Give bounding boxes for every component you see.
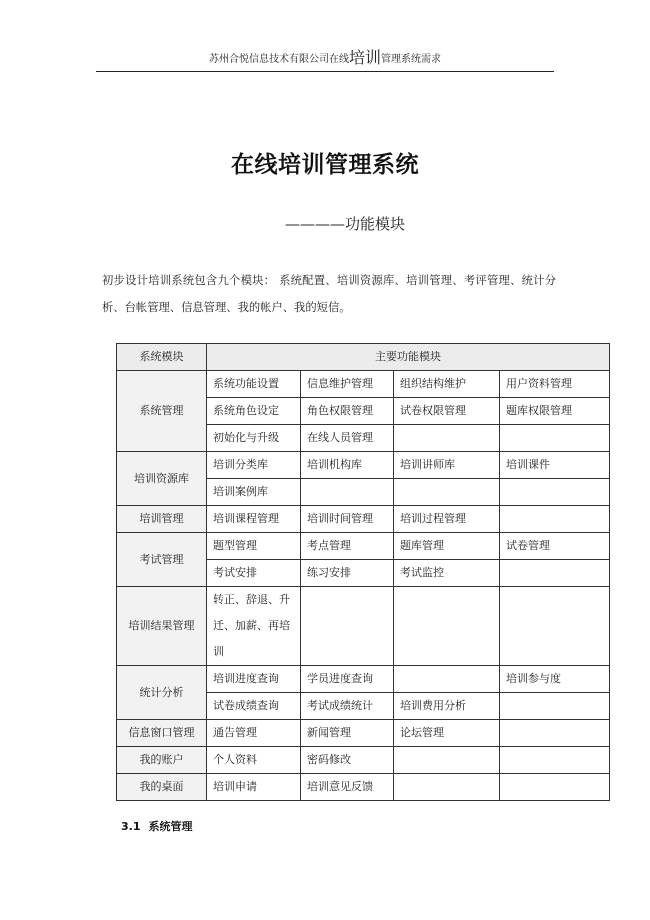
- function-cell: [301, 479, 394, 506]
- function-cell: 考试监控: [394, 560, 500, 587]
- module-cell: 统计分析: [117, 666, 207, 720]
- column-header-module: 系统模块: [117, 344, 207, 371]
- section-title: 系统管理: [148, 820, 193, 833]
- function-cell: 用户资料管理: [500, 371, 610, 398]
- function-cell: [500, 425, 610, 452]
- function-cell: 角色权限管理: [301, 398, 394, 425]
- function-cell: [394, 666, 500, 693]
- function-cell: 在线人员管理: [301, 425, 394, 452]
- function-module-table: [116, 343, 610, 801]
- module-cell: 培训管理: [117, 506, 207, 533]
- function-cell: [394, 747, 500, 774]
- table-row: [117, 506, 610, 533]
- function-cell: 题库管理: [394, 533, 500, 560]
- function-cell: 培训申请: [207, 774, 301, 801]
- function-cell: 论坛管理: [394, 720, 500, 747]
- module-cell: 考试管理: [117, 533, 207, 587]
- function-cell: [500, 774, 610, 801]
- intro-paragraph: 初步设计培训系统包含九个模块： 系统配置、培训资源库、培训管理、考评管理、统计分析、台帐管理、信息管理、我的帐户、我的短信。: [102, 274, 556, 314]
- table-row: [117, 747, 610, 774]
- table-row: [117, 666, 610, 693]
- table-row: [117, 452, 610, 479]
- function-cell: [301, 587, 394, 666]
- function-cell: 通告管理: [207, 720, 301, 747]
- function-cell: 培训时间管理: [301, 506, 394, 533]
- table-row: [117, 533, 610, 560]
- function-cell: 考试安排: [207, 560, 301, 587]
- column-header-main-functions: 主要功能模块: [207, 344, 610, 371]
- function-cell: 练习安排: [301, 560, 394, 587]
- function-cell: [394, 774, 500, 801]
- module-cell: 我的桌面: [117, 774, 207, 801]
- function-cell: 初始化与升级: [207, 425, 301, 452]
- header-text-pre: 苏州合悦信息技术有限公司在线: [208, 54, 349, 65]
- module-cell: 培训资源库: [117, 452, 207, 506]
- function-cell: 培训案例库: [207, 479, 301, 506]
- function-cell: 新闻管理: [301, 720, 394, 747]
- table-row: [117, 371, 610, 398]
- function-cell: 试卷成绩查询: [207, 693, 301, 720]
- function-cell: [500, 747, 610, 774]
- function-cell: 培训讲师库: [394, 452, 500, 479]
- table-row: [117, 774, 610, 801]
- function-cell: [500, 506, 610, 533]
- function-cell: 培训机构库: [301, 452, 394, 479]
- function-cell: 培训进度查询: [207, 666, 301, 693]
- function-cell: [500, 560, 610, 587]
- function-cell: 试卷管理: [500, 533, 610, 560]
- function-cell: [394, 479, 500, 506]
- function-cell: 培训费用分析: [394, 693, 500, 720]
- function-cell: 题库权限管理: [500, 398, 610, 425]
- function-cell: 培训过程管理: [394, 506, 500, 533]
- document-title: 在线培训管理系统: [231, 152, 419, 178]
- function-cell: 培训意见反馈: [301, 774, 394, 801]
- header-text-highlight: 培训: [348, 48, 381, 67]
- section-heading: [121, 818, 193, 834]
- function-cell: 信息维护管理: [301, 371, 394, 398]
- function-cell: 系统功能设置: [207, 371, 301, 398]
- function-cell: 试卷权限管理: [394, 398, 500, 425]
- function-cell: 培训参与度: [500, 666, 610, 693]
- function-cell: [500, 479, 610, 506]
- function-cell: 转正、辞退、升迁、加薪、再培训: [207, 587, 301, 666]
- module-cell: 系统管理: [117, 371, 207, 452]
- function-cell: 培训课程管理: [207, 506, 301, 533]
- function-cell: 考点管理: [301, 533, 394, 560]
- function-cell: [500, 693, 610, 720]
- section-number: 3.1: [121, 820, 141, 833]
- function-cell: [500, 587, 610, 666]
- function-cell: [394, 425, 500, 452]
- module-cell: 培训结果管理: [117, 587, 207, 666]
- function-cell: 培训课件: [500, 452, 610, 479]
- function-cell: 密码修改: [301, 747, 394, 774]
- module-cell: 信息窗口管理: [117, 720, 207, 747]
- function-cell: 培训分类库: [207, 452, 301, 479]
- function-cell: 组织结构维护: [394, 371, 500, 398]
- function-cell: 个人资料: [207, 747, 301, 774]
- function-cell: 考试成绩统计: [301, 693, 394, 720]
- module-cell: 我的账户: [117, 747, 207, 774]
- table-row: [117, 587, 610, 666]
- table-header-row: [117, 344, 610, 371]
- table-row: [117, 720, 610, 747]
- header-text-post: 管理系统需求: [381, 54, 441, 65]
- page-header: [96, 44, 554, 72]
- function-cell: 题型管理: [207, 533, 301, 560]
- function-cell: [394, 587, 500, 666]
- function-cell: 系统角色设定: [207, 398, 301, 425]
- function-cell: 学员进度查询: [301, 666, 394, 693]
- document-subtitle: ————功能模块: [285, 215, 406, 233]
- function-cell: [500, 720, 610, 747]
